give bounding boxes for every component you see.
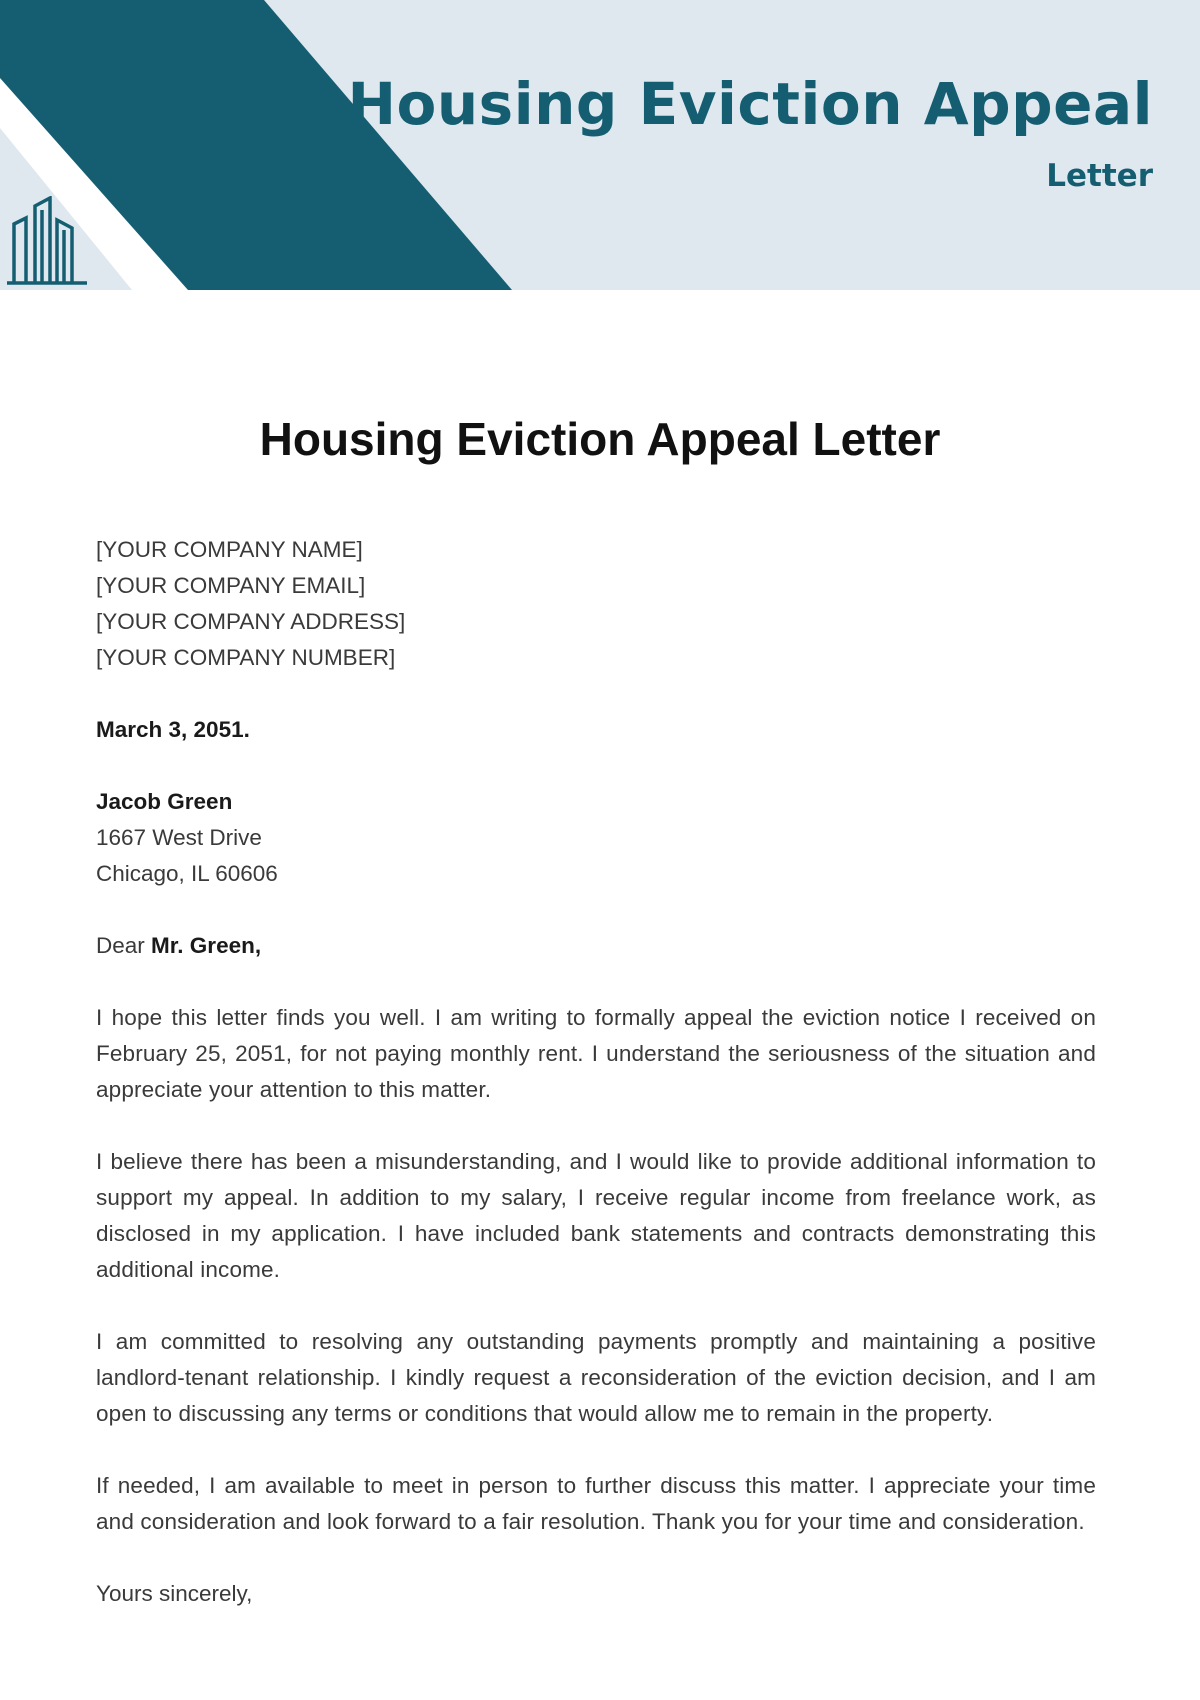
- recipient-city: Chicago, IL 60606: [96, 861, 278, 886]
- header-decorative-shapes: [0, 0, 1200, 290]
- salutation-prefix: Dear: [96, 933, 145, 958]
- body-paragraph-1: I hope this letter finds you well. I am writing to formally appeal the eviction notice I received on February 25, 2051, for not paying monthly rent. I understand the seriousness of the situation and appreciate your attention to this matter.: [96, 1005, 1096, 1102]
- closing: Yours sincerely,: [96, 1581, 253, 1606]
- salutation-name: Mr. Green,: [151, 933, 262, 958]
- letter-body: [96, 532, 1096, 1648]
- recipient-name: Jacob Green: [96, 789, 233, 814]
- buildings-icon: [6, 196, 88, 286]
- header-banner: [0, 0, 1200, 290]
- header-title: Housing Eviction Appeal: [347, 70, 1153, 138]
- body-paragraph-3: I am committed to resolving any outstanding payments promptly and maintaining a positive landlord-tenant relationship. I kindly request a reconsideration of the eviction decision, and I am open to discussing any terms or conditions that would allow me to remain in the property.: [96, 1329, 1096, 1426]
- letter-date: March 3, 2051.: [96, 717, 250, 742]
- body-paragraph-4: If needed, I am available to meet in person to further discuss this matter. I appreciate your time and consideration and look forward to a fair resolution. Thank you for your time and consideration.: [96, 1473, 1096, 1534]
- sender-block: [96, 532, 1096, 676]
- recipient-block: [96, 784, 1096, 892]
- recipient-street: 1667 West Drive: [96, 825, 262, 850]
- date-block: [96, 712, 1096, 748]
- sender-company-email: [YOUR COMPANY EMAIL]: [96, 573, 366, 598]
- header-subtitle: Letter: [1046, 158, 1153, 194]
- document-title: Housing Eviction Appeal Letter: [259, 413, 941, 465]
- sender-company-address: [YOUR COMPANY ADDRESS]: [96, 609, 406, 634]
- body-paragraph-2: I believe there has been a misunderstanding, and I would like to provide additional information to support my appeal. In addition to my salary, I receive regular income from freelance work, as disclosed in my application. I have included bank statements and contracts demonstrating this additional income.: [96, 1149, 1096, 1282]
- sender-company-name: [YOUR COMPANY NAME]: [96, 537, 363, 562]
- sender-company-number: [YOUR COMPANY NUMBER]: [96, 645, 396, 670]
- salutation: [96, 928, 1096, 964]
